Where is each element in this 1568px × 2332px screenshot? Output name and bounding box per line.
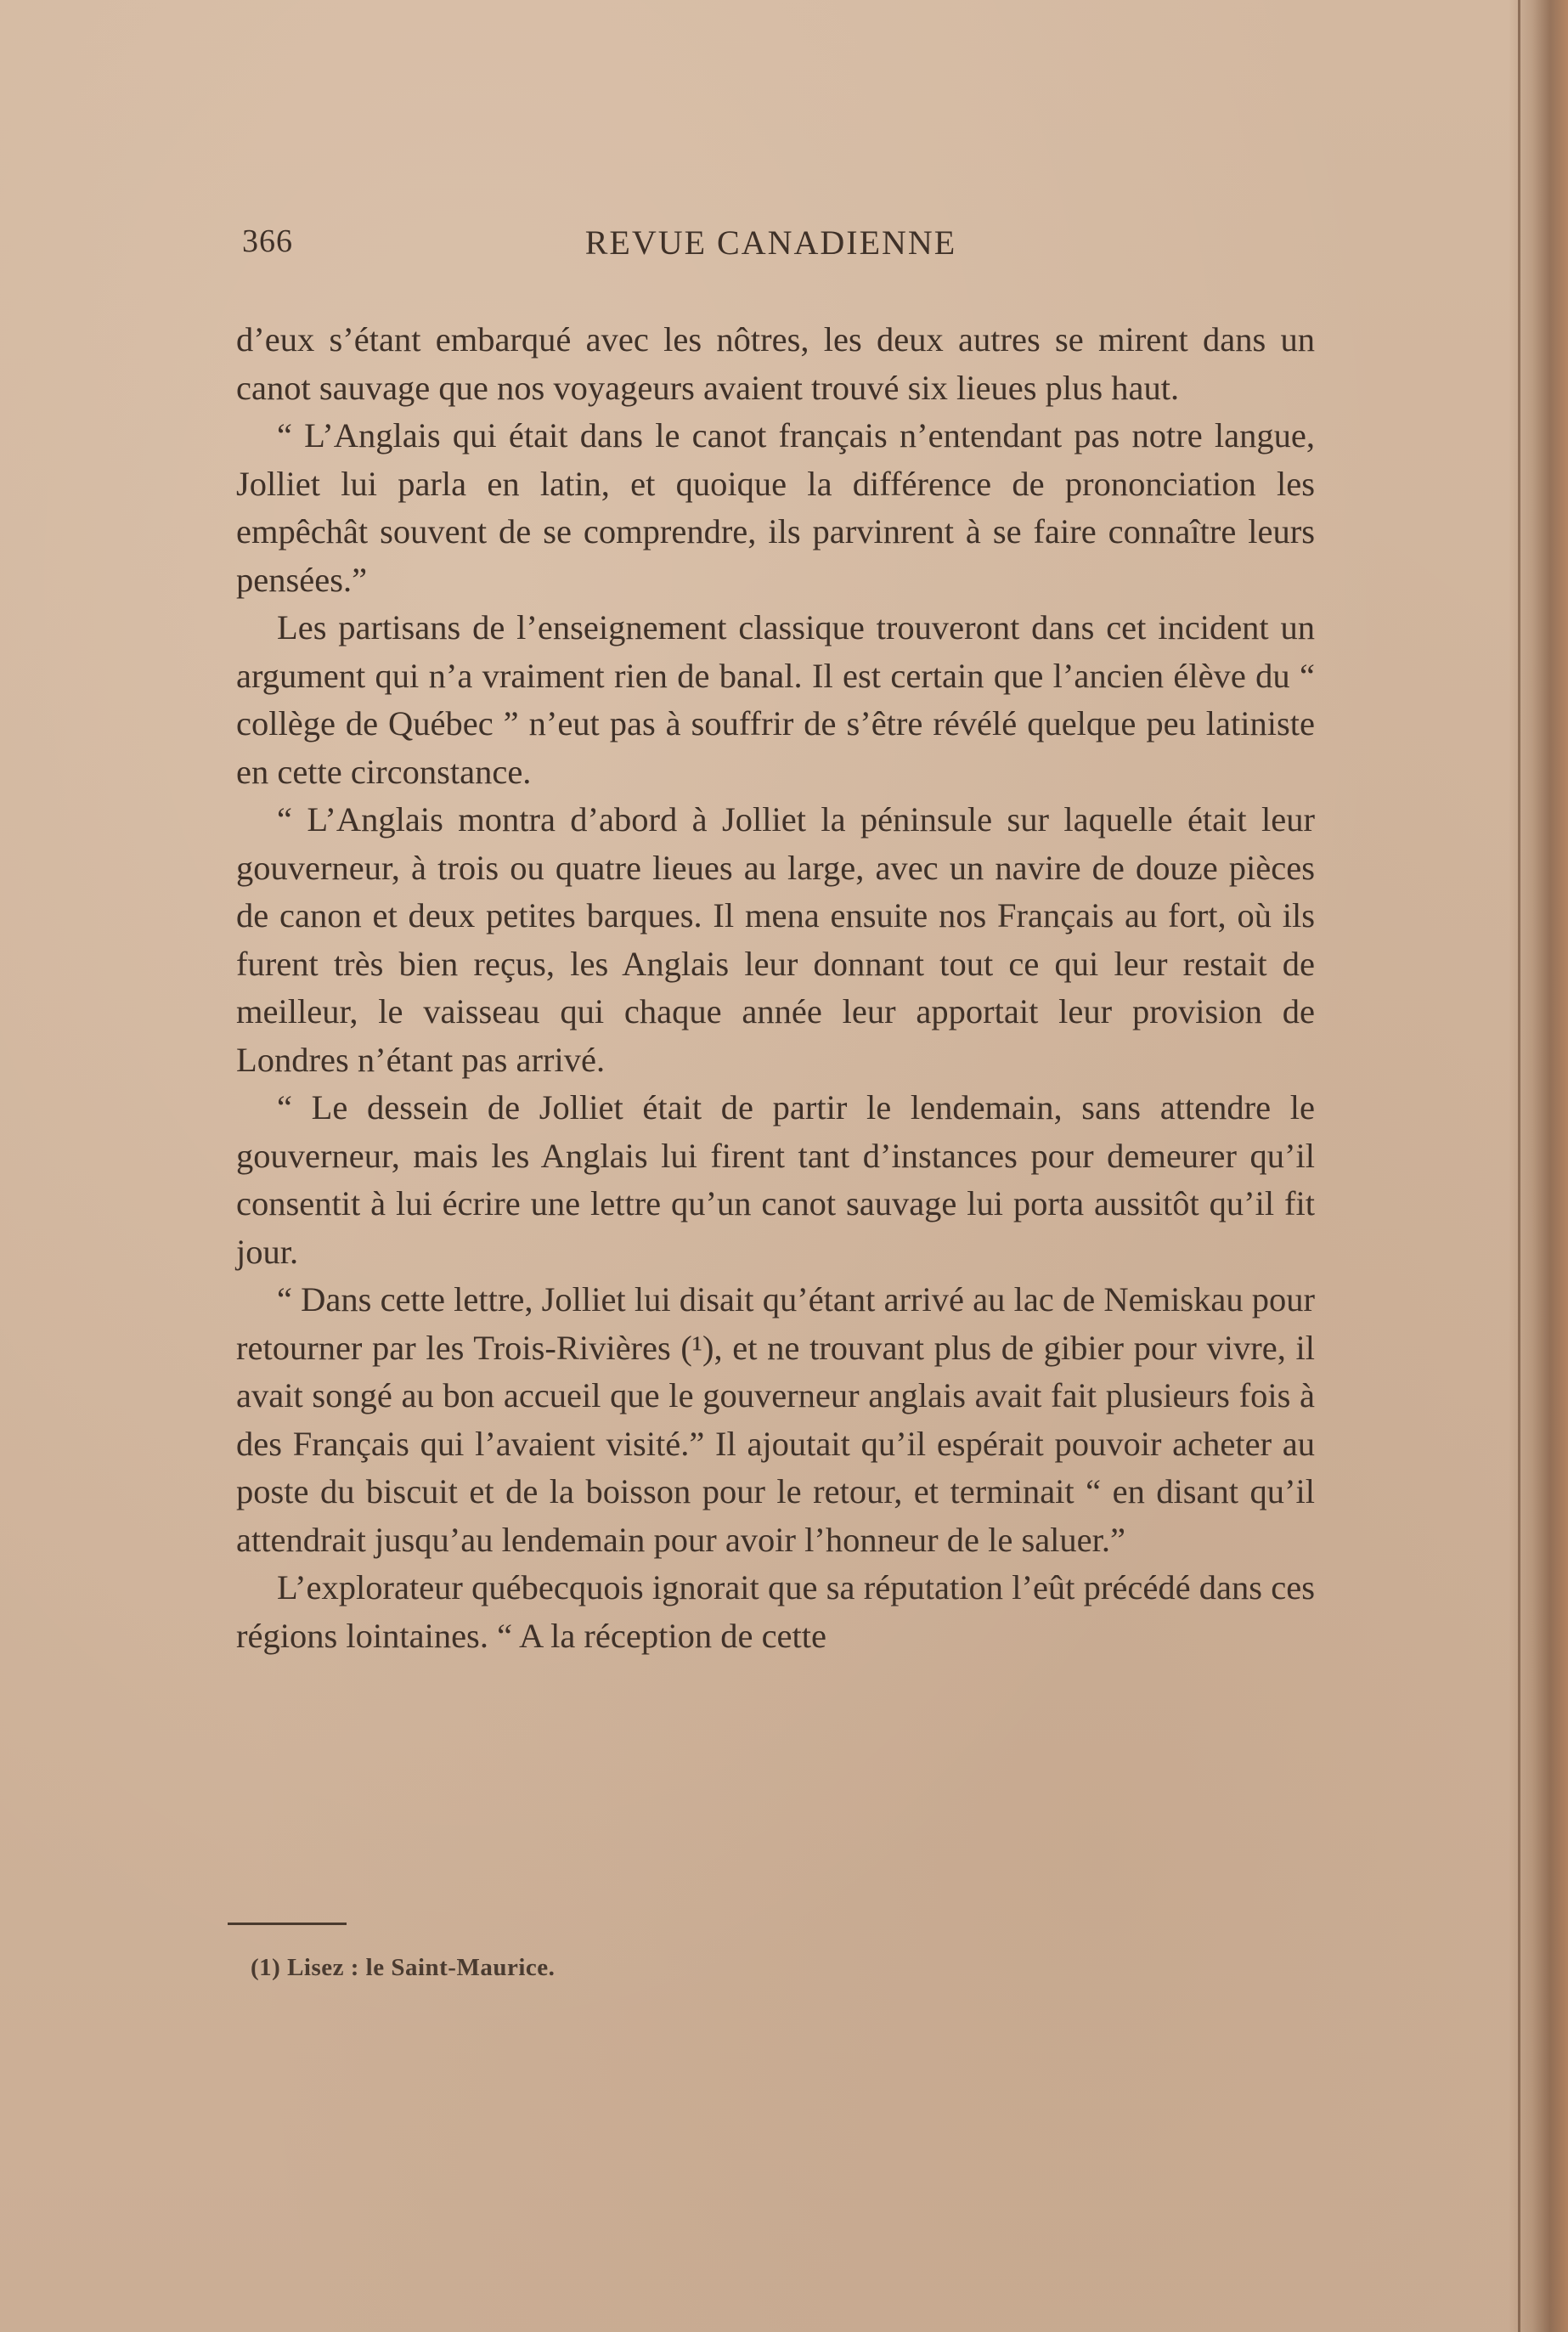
paragraph-5: “ Le dessein de Jolliet était de partir le lendemain, sans attendre le gouverneur, mais les Anglais lui firent tant d’instances pour demeurer qu’il consentit à lui écrire une lettre qu’un canot sauvage lui porta aussitôt qu’il fit jour. <box>236 1088 1315 1271</box>
page-header <box>242 223 1317 274</box>
footnote: (1) Lisez : le Saint-Maurice. <box>251 1954 556 1981</box>
paragraph-7: L’explorateur québecquois ignorait que sa réputation l’eût précédé dans ces régions lointaines. “ A la réception de cette <box>236 1568 1315 1655</box>
paragraph-2: “ L’Anglais qui était dans le canot français n’entendant pas notre langue, Jolliet lui parla en latin, et quoique la différence de prononciation les empêchât souvent de se comprendre, ils parvinrent à se faire connaître leurs pensées.” <box>236 416 1315 599</box>
page-edge-line <box>1518 0 1520 2332</box>
paragraph-4: “ L’Anglais montra d’abord à Jolliet la péninsule sur laquelle était leur gouverneur, à trois ou quatre lieues au large, avec un navire de douze pièces de canon et deux petites barques. Il mena ensuite nos Français au fort, où ils furent très bien reçus, les Anglais leur donnant tout ce qui leur restait de meilleur, le vaisseau qui chaque année leur apportait leur provision de Londres n’étant pas arrivé. <box>236 800 1315 1079</box>
running-title: REVUE CANADIENNE <box>584 223 957 262</box>
paragraph-6: “ Dans cette lettre, Jolliet lui disait qu’étant arrivé au lac de Nemiskau pour retourner par les Trois-Rivières (¹), et ne trouvant plus de gibier pour vivre, il avait songé au bon accueil que le gouverneur anglais avait fait plusieurs fois à des Français qui l’avaient visité.” Il ajoutait qu’il espérait pouvoir acheter au poste du biscuit et de la boisson pour le retour, et terminait “ en disant qu’il attendrait jusqu’au lendemain pour avoir l’honneur de le saluer.” <box>236 1280 1315 1559</box>
paragraph-1: d’eux s’étant embarqué avec les nôtres, les deux autres se mirent dans un canot sauvage que nos voyageurs avaient trouvé six lieues plus haut. <box>236 320 1315 407</box>
page-number: 366 <box>242 223 293 259</box>
footnote-divider <box>228 1923 347 1925</box>
paragraph-3: Les partisans de l’enseignement classique trouveront dans cet incident un argument qui n’a vraiment rien de banal. Il est certain que l’ancien élève du “ collège de Québec ” n’eut pas à souffrir de s’être révélé quelque peu latiniste en cette circonstance. <box>236 608 1315 791</box>
body-text <box>236 316 1315 1660</box>
